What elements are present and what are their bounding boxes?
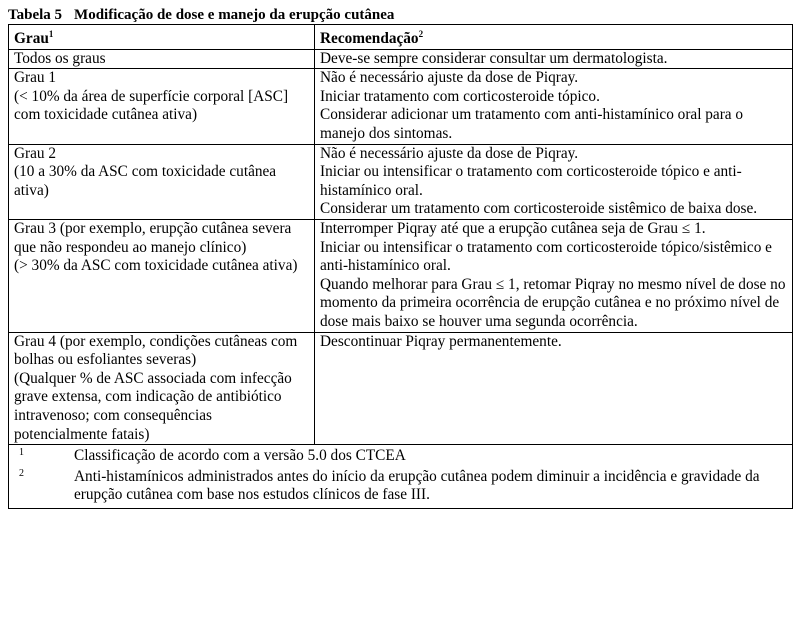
footnote [14, 468, 786, 505]
grade-cell [9, 144, 315, 219]
recommendation-cell [315, 49, 793, 69]
footnote-text: Anti-histamínicos administrados antes do início da erupção cutânea podem diminuir a incidência e gravidade da erupção cutânea com base nos estudos clínicos de fase III. [74, 467, 760, 504]
grade-cell [9, 49, 315, 69]
table-row [9, 220, 793, 333]
table-number: Tabela 5 [8, 7, 63, 23]
recommendation-text: Considerar adicionar um tratamento com anti-histamínico oral para o manejo dos sintomas. [320, 106, 744, 143]
grade-cell [9, 332, 315, 445]
recommendation-text: Não é necessário ajuste da dose de Piqray. [320, 69, 579, 87]
footnote [14, 447, 786, 466]
table-row [9, 69, 793, 144]
recommendation-cell [315, 69, 793, 144]
recommendation-text: Deve-se sempre considerar consultar um dermatologista. [320, 49, 668, 67]
table-title [8, 6, 394, 24]
header-grade-footnote-mark: 1 [48, 29, 54, 39]
recommendation-text: Iniciar tratamento com corticosteroide tópico. [320, 87, 600, 105]
recommendation-text: Interromper Piqray até que a erupção cutânea seja de Grau ≤ 1. [320, 220, 706, 238]
recommendation-text: Descontinuar Piqray permanentemente. [320, 332, 562, 350]
recommendation-text: Quando melhorar para Grau ≤ 1, retomar Piqray no mesmo nível de dose no momento da primeira ocorrência de erupção cutânea e no próximo nível de dose mais baixo se houver uma segunda ocorrência. [320, 275, 786, 330]
recommendation-text: Iniciar ou intensificar o tratamento com corticosteroide tópico e anti-histamínico oral. [320, 163, 742, 199]
recommendation-text: Considerar um tratamento com corticosteroide sistêmico de baixa dose. [320, 200, 758, 218]
header-grade: Grau$^1$ [9, 25, 315, 50]
grade-text: (10 a 30% da ASC com toxicidade cutânea ativa) [14, 163, 277, 199]
footnotes [14, 445, 786, 508]
table-caption: Modificação de dose e manejo da erupção cutânea [74, 7, 395, 23]
dose-modification-table [8, 24, 793, 509]
grade-text: Todos os graus [14, 49, 106, 67]
grade-text: (Qualquer % de ASC associada com infecção grave extensa, com indicação de antibiótico intravenoso; com consequências potencialmente fatais) [14, 369, 292, 443]
recommendation-cell [315, 220, 793, 333]
header-recommendation-footnote-mark: 2 [418, 29, 424, 39]
grade-text: Grau 3 (por exemplo, erupção cutânea severa que não respondeu ao manejo clínico) [14, 220, 292, 256]
table-row [9, 332, 793, 445]
header-row [9, 25, 793, 50]
grade-text: Grau 4 (por exemplo, condições cutâneas com bolhas ou esfoliantes severas) [14, 332, 298, 369]
footnote-mark: 1 [19, 447, 24, 459]
grade-cell [9, 220, 315, 333]
grade-text: (> 30% da ASC com toxicidade cutânea ativa) [14, 257, 298, 275]
header-recommendation: Recomendação$^2$ [315, 25, 793, 50]
grade-text: Grau 1 [14, 69, 57, 87]
recommendation-text: Iniciar ou intensificar o tratamento com corticosteroide tópico/sistêmico e anti-histamínico oral. [320, 238, 772, 275]
footnote-text: Classificação de acordo com a versão 5.0 dos CTCEA [74, 447, 406, 465]
grade-cell [9, 69, 315, 144]
recommendation-cell [315, 332, 793, 445]
grade-text: (< 10% da área de superfície corporal [ASC] com toxicidade cutânea ativa) [14, 87, 289, 124]
footnotes-row [9, 445, 793, 509]
footnote-mark: 2 [19, 467, 24, 479]
grade-text: Grau 2 [14, 144, 57, 162]
table-row [9, 49, 793, 69]
recommendation-cell [315, 144, 793, 219]
recommendation-text: Não é necessário ajuste da dose de Piqray. [320, 144, 579, 162]
footnotes-cell [9, 445, 793, 509]
table-row [9, 144, 793, 219]
